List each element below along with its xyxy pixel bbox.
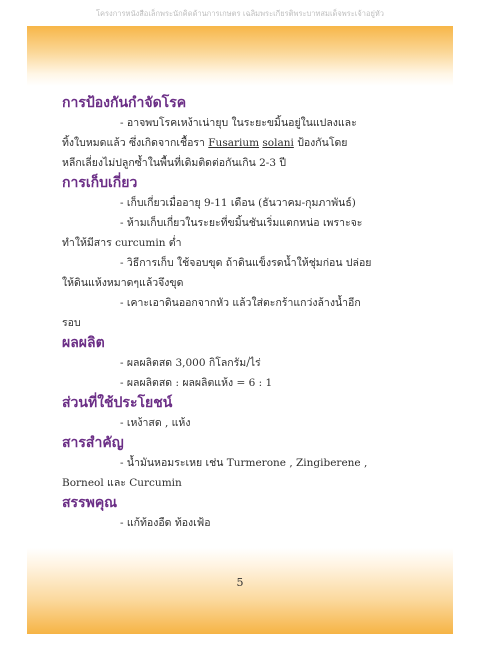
paragraph-line: - เคาะเอาดินออกจากหัว แล้วใส่ตะกร้าแกว่งล้างน้ำอีก [120,297,361,309]
paragraph-line: หลีกเลี่ยงไม่ปลูกซ้ำในพื้นที่เดิมติดต่อกันเกิน 2-3 ปี [62,157,287,169]
paragraph-line: - ผลผลิตสด 3,000 กิโลกรัม/ไร่ [120,357,261,369]
paragraph-line: - น้ำมันหอมระเหย เช่น Turmerone , Zingiberene , [120,457,368,469]
section-heading-prevention: การป้องกันกำจัดโรค [62,95,187,111]
paragraph-line: - แก้ท้องอืด ท้องเฟ้อ [120,517,211,529]
document-body [62,93,392,533]
scientific-name-genus: Fusarium [208,137,260,149]
paragraph-line: - วิธีการเก็บ ใช้จอบขุด ถ้าดินแข็งรดน้ำให้ชุ่มก่อน ปล่อย [120,257,372,269]
running-header: โครงการหนังสือเล็กพระนักคิดด้านการเกษตร เฉลิมพระเกียรติพระบาทสมเด็จพระเจ้าอยู่หัว [95,9,384,18]
bottom-decorative-band [27,548,453,634]
section-heading-properties: สรรพคุณ [62,495,118,511]
text-run: ทิ้งใบหมดแล้ว ซึ่งเกิดจากเชื้อรา [62,137,209,149]
paragraph-line: - เก็บเกี่ยวเมื่ออายุ 9-11 เดือน (ธันวาคม-กุมภาพันธ์) [120,197,356,209]
top-decorative-band [27,26,453,86]
page-number: 5 [236,576,244,589]
section-heading-parts-used: ส่วนที่ใช้ประโยชน์ [62,395,173,411]
paragraph-line: ให้ดินแห้งหมาดๆแล้วจึงขุด [62,277,184,289]
paragraph-line: - เหง้าสด , แห้ง [120,417,191,429]
paragraph-line: - ห้ามเก็บเกี่ยวในระยะที่ขมิ้นชันเริ่มแตกหน่อ เพราะจะ [120,217,363,229]
section-heading-yield: ผลผลิต [62,335,105,351]
paragraph-line: Borneol และ Curcumin [62,477,182,489]
paragraph-line: รอบ [62,317,81,329]
paragraph-line: - ผลผลิตสด : ผลผลิตแห้ง = 6 : 1 [120,377,273,389]
section-heading-compounds: สารสำคัญ [62,435,124,451]
scientific-name-species: solani [262,137,294,149]
text-run: ป้องกันโดย [293,137,348,149]
section-heading-harvest: การเก็บเกี่ยว [62,175,138,191]
paragraph-line: - อาจพบโรคเหง้าเน่ายุบ ในระยะขมิ้นอยู่ในแปลงและ [120,117,357,129]
paragraph-line [62,133,392,153]
paragraph-line: ทำให้มีสาร curcumin ต่ำ [62,237,182,249]
